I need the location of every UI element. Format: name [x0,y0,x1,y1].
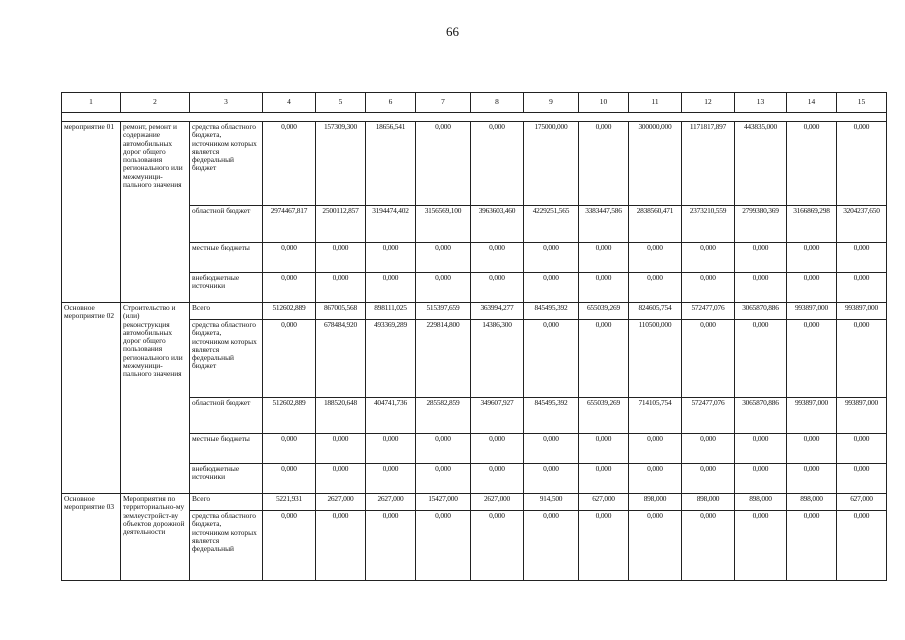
value-cell: 0,000 [263,434,316,464]
value-cell: 0,000 [629,273,682,303]
value-cell: 678484,920 [316,320,366,398]
value-cell: 0,000 [787,320,837,398]
value-cell: 993897,000 [837,303,887,320]
value-cell: 0,000 [471,122,524,206]
value-cell: 0,000 [263,273,316,303]
value-cell: 824605,754 [629,303,682,320]
value-cell: 898,000 [629,494,682,511]
value-cell: 285582,859 [416,398,471,434]
value-cell: 0,000 [263,464,316,494]
value-cell: 0,000 [366,511,416,581]
column-header: 8 [471,93,524,113]
value-cell: 0,000 [263,122,316,206]
value-cell: 2838560,471 [629,206,682,243]
funding-source-cell: Всего [190,303,263,320]
column-header: 11 [629,93,682,113]
value-cell: 512602,889 [263,303,316,320]
value-cell: 512602,889 [263,398,316,434]
value-cell: 404741,736 [366,398,416,434]
value-cell: 0,000 [416,511,471,581]
value-cell: 0,000 [366,243,416,273]
value-cell: 0,000 [837,511,887,581]
value-cell: 898111,025 [366,303,416,320]
funding-source-cell: средства областного бюджета, источником которых является федеральный [190,511,263,581]
value-cell: 5221,931 [263,494,316,511]
value-cell: 2373210,559 [682,206,735,243]
value-cell: 993897,000 [837,398,887,434]
value-cell: 0,000 [416,464,471,494]
value-cell: 914,500 [524,494,579,511]
column-header: 5 [316,93,366,113]
value-cell: 0,000 [471,434,524,464]
column-header: 1 [62,93,121,113]
value-cell: 0,000 [787,273,837,303]
value-cell: 0,000 [524,243,579,273]
value-cell: 572477,076 [682,398,735,434]
value-cell: 0,000 [837,320,887,398]
value-cell: 0,000 [471,511,524,581]
funding-source-cell: областной бюджет [190,206,263,243]
value-cell: 0,000 [837,464,887,494]
value-cell: 898,000 [682,494,735,511]
value-cell: 0,000 [316,464,366,494]
value-cell: 0,000 [682,434,735,464]
value-cell: 572477,076 [682,303,735,320]
column-header: 10 [579,93,629,113]
value-cell: 0,000 [524,511,579,581]
table-row [62,122,887,206]
value-cell: 2799380,369 [735,206,787,243]
value-cell: 0,000 [579,434,629,464]
measure-cell: мероприятие 01 [62,122,121,303]
value-cell: 0,000 [629,464,682,494]
funding-source-cell: Всего [190,494,263,511]
value-cell: 0,000 [471,243,524,273]
value-cell: 3383447,586 [579,206,629,243]
value-cell: 845495,392 [524,398,579,434]
column-header: 9 [524,93,579,113]
value-cell: 0,000 [735,464,787,494]
value-cell: 0,000 [366,434,416,464]
value-cell: 0,000 [263,243,316,273]
value-cell: 0,000 [629,243,682,273]
value-cell: 0,000 [579,320,629,398]
value-cell: 0,000 [735,511,787,581]
value-cell: 867005,568 [316,303,366,320]
value-cell: 0,000 [524,434,579,464]
measure-cell: Основное мероприятие 03 [62,494,121,581]
value-cell: 0,000 [263,320,316,398]
value-cell: 18656,541 [366,122,416,206]
value-cell: 3963603,460 [471,206,524,243]
value-cell: 627,000 [837,494,887,511]
value-cell: 0,000 [682,511,735,581]
value-cell: 515397,659 [416,303,471,320]
value-cell: 3166869,298 [787,206,837,243]
value-cell: 0,000 [787,511,837,581]
funding-source-cell: местные бюджеты [190,434,263,464]
value-cell: 2627,000 [366,494,416,511]
measure-name-cell: ремонт, ремонт и содержание автомобильных дорог общего пользования регионального или межмуници-пального значения [121,122,190,303]
header-row [62,93,887,113]
column-header: 12 [682,93,735,113]
value-cell: 714105,754 [629,398,682,434]
measure-name-cell: Мероприятия по территориально-му землеустройст-ву объектов дорожной деятельности [121,494,190,581]
value-cell: 0,000 [837,243,887,273]
page-number: 66 [446,24,459,39]
value-cell: 0,000 [579,511,629,581]
value-cell: 443835,000 [735,122,787,206]
value-cell: 0,000 [682,243,735,273]
value-cell: 0,000 [579,243,629,273]
funding-source-cell: областной бюджет [190,398,263,434]
measure-name-cell: Строительство и (или) реконструкция автомобильных дорог общего пользования регионального или межмуници-пального значения [121,303,190,494]
column-header: 14 [787,93,837,113]
value-cell: 0,000 [735,273,787,303]
value-cell: 0,000 [471,273,524,303]
value-cell: 898,000 [735,494,787,511]
value-cell: 15427,000 [416,494,471,511]
column-header: 3 [190,93,263,113]
value-cell: 0,000 [316,273,366,303]
value-cell: 0,000 [416,434,471,464]
value-cell: 0,000 [416,243,471,273]
value-cell: 0,000 [735,243,787,273]
value-cell: 188520,648 [316,398,366,434]
value-cell: 0,000 [416,273,471,303]
table-body [62,122,887,581]
value-cell: 655039,269 [579,398,629,434]
value-cell: 0,000 [787,434,837,464]
value-cell: 993897,000 [787,398,837,434]
value-cell: 655039,269 [579,303,629,320]
value-cell: 0,000 [579,464,629,494]
funding-source-cell: внебюджетные источники [190,273,263,303]
value-cell: 2500112,857 [316,206,366,243]
table-row [62,303,887,320]
funding-source-cell: средства областного бюджета, источником которых является федеральный бюджет [190,122,263,206]
value-cell: 4229251,565 [524,206,579,243]
value-cell: 493369,289 [366,320,416,398]
value-cell: 0,000 [263,511,316,581]
value-cell: 110500,000 [629,320,682,398]
value-cell: 0,000 [837,122,887,206]
column-header: 4 [263,93,316,113]
column-header: 15 [837,93,887,113]
value-cell: 3156569,100 [416,206,471,243]
value-cell: 0,000 [366,464,416,494]
column-header: 2 [121,93,190,113]
value-cell: 3065870,886 [735,398,787,434]
value-cell: 993897,000 [787,303,837,320]
value-cell: 0,000 [787,243,837,273]
value-cell: 0,000 [316,243,366,273]
table-row [62,494,887,511]
value-cell: 0,000 [787,122,837,206]
value-cell: 0,000 [524,320,579,398]
value-cell: 0,000 [682,464,735,494]
value-cell: 0,000 [471,464,524,494]
value-cell: 0,000 [682,320,735,398]
funding-source-cell: местные бюджеты [190,243,263,273]
value-cell: 0,000 [682,273,735,303]
value-cell: 0,000 [837,273,887,303]
value-cell: 898,000 [787,494,837,511]
value-cell: 157309,300 [316,122,366,206]
value-cell: 229814,800 [416,320,471,398]
value-cell: 0,000 [316,511,366,581]
value-cell: 300000,000 [629,122,682,206]
value-cell: 0,000 [787,464,837,494]
column-header: 6 [366,93,416,113]
budget-table [61,92,887,581]
measure-cell: Основное мероприятие 02 [62,303,121,494]
value-cell: 0,000 [524,273,579,303]
value-cell: 2627,000 [471,494,524,511]
column-header: 7 [416,93,471,113]
funding-source-cell: средства областного бюджета, источником которых является федеральный бюджет [190,320,263,398]
value-cell: 0,000 [735,434,787,464]
value-cell: 0,000 [416,122,471,206]
value-cell: 3065870,886 [735,303,787,320]
value-cell: 2974467,817 [263,206,316,243]
value-cell: 1171817,897 [682,122,735,206]
value-cell: 0,000 [629,434,682,464]
value-cell: 0,000 [629,511,682,581]
value-cell: 14386,300 [471,320,524,398]
value-cell: 175000,000 [524,122,579,206]
value-cell: 0,000 [316,434,366,464]
value-cell: 363994,277 [471,303,524,320]
value-cell: 3194474,402 [366,206,416,243]
value-cell: 0,000 [837,434,887,464]
header-spacer-row [62,113,887,122]
funding-source-cell: внебюджетные источники [190,464,263,494]
value-cell: 0,000 [579,273,629,303]
value-cell: 3204237,650 [837,206,887,243]
column-header: 13 [735,93,787,113]
value-cell: 2627,000 [316,494,366,511]
value-cell: 0,000 [524,464,579,494]
value-cell: 845495,392 [524,303,579,320]
value-cell: 0,000 [735,320,787,398]
value-cell: 349607,927 [471,398,524,434]
value-cell: 0,000 [579,122,629,206]
value-cell: 627,000 [579,494,629,511]
value-cell: 0,000 [366,273,416,303]
